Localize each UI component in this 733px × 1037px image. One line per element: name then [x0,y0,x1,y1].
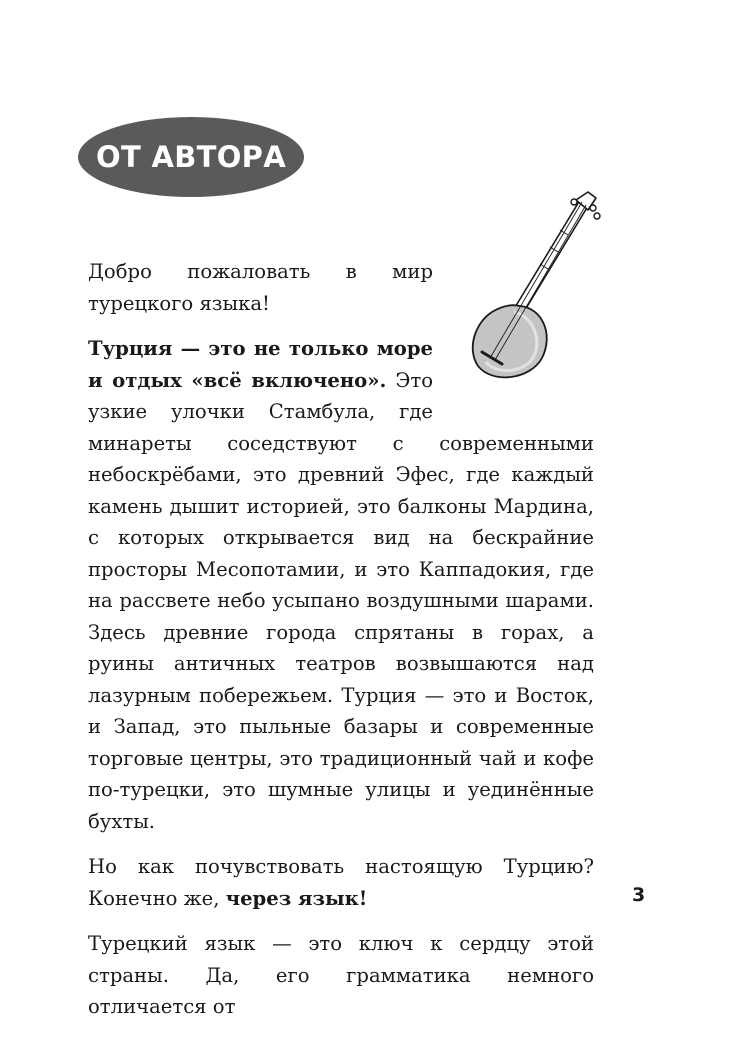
paragraph-language: Турецкий язык — это ключ к сердцу этой страны. Да, его грамматика немного отличается от [88,932,594,1018]
body-text [88,256,594,1037]
page-number: 3 [632,884,646,906]
paragraph-turkey-rest: Это узкие улочки Стамбула, где минареты соседствуют с современными небоскрёбами, это древний Эфес, где каждый камень дышит историей, это балконы Мардина, с которых открывается вид на бескрайние просторы Месопотамии, и это Каппадокия, где на рассвете небо усыпано воздушными шарами. Здесь древние города спрятаны в горах, а руины античных театров возвышаются над лазурным побережьем. Турция — это и Восток, и Запад, это пыльные базары и современные торговые центры, это традиционный чай и кофе по-турецки, это шумные улицы и уединённые бухты. [88,368,594,833]
section-badge [78,117,304,197]
section-title: ОТ АВТОРА [96,140,286,174]
paragraph-question-start: Но как почувствовать настоящую Турцию? Конечно же, [88,855,594,910]
paragraph-turkey [88,333,594,837]
paragraph-turkey-bold: Турция — это не только море и отдых «всё включено». [88,337,433,392]
paragraph-welcome: Добро пожаловать в мир турецкого языка! [88,260,433,315]
paragraph-question [88,851,594,914]
paragraph-question-bold: через язык! [225,886,368,910]
